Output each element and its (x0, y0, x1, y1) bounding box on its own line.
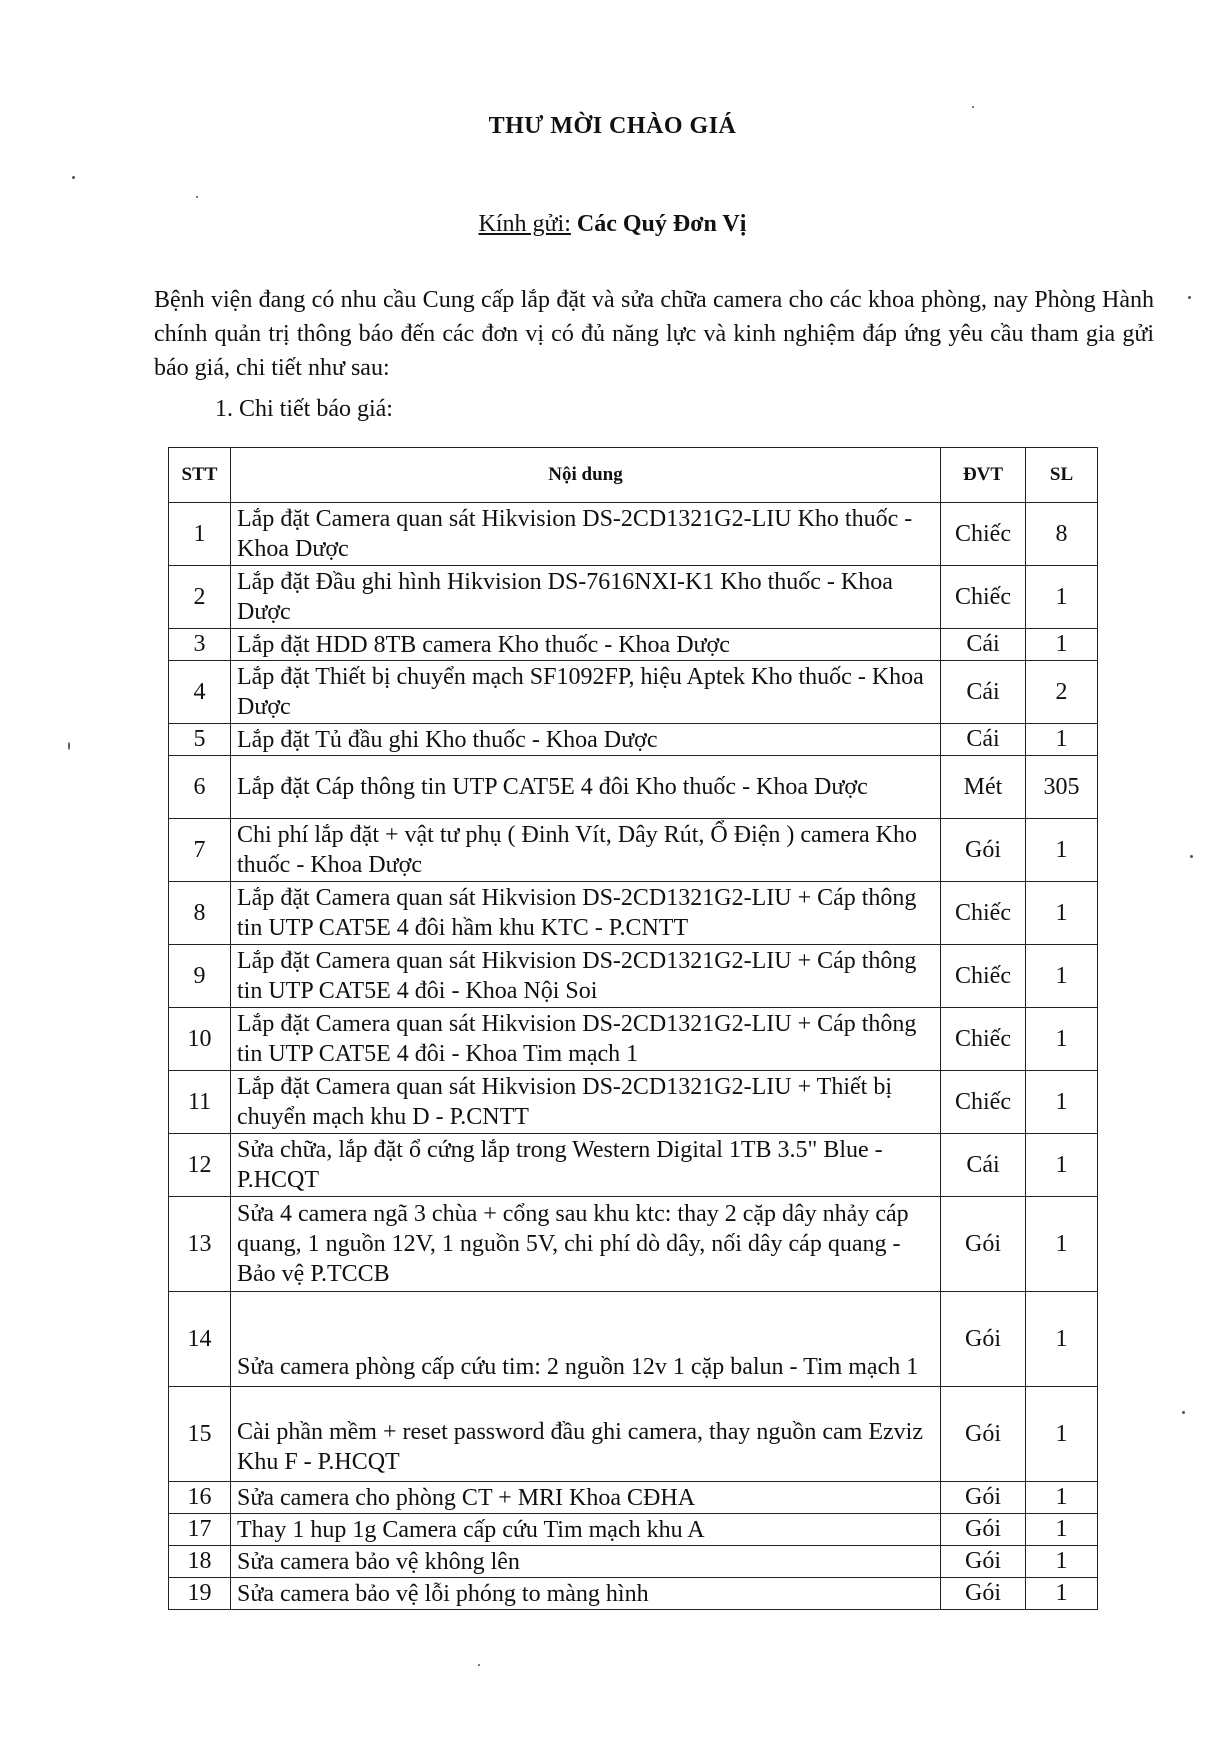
table-header-row (169, 448, 1098, 503)
table-row (169, 1546, 1098, 1578)
cell-stt: 2 (169, 566, 231, 629)
cell-qty: 1 (1026, 1578, 1098, 1610)
cell-qty: 1 (1026, 882, 1098, 945)
cell-content: Lắp đặt Tủ đầu ghi Kho thuốc - Khoa Dược (231, 724, 941, 756)
cell-qty: 1 (1026, 819, 1098, 882)
cell-qty: 1 (1026, 1071, 1098, 1134)
cell-content: Lắp đặt Đầu ghi hình Hikvision DS-7616NXI-K1 Kho thuốc - Khoa Dược (231, 566, 941, 629)
cell-qty: 1 (1026, 1292, 1098, 1387)
cell-stt: 7 (169, 819, 231, 882)
cell-stt: 8 (169, 882, 231, 945)
scan-speck (68, 742, 70, 750)
cell-content: Cài phần mềm + reset password đầu ghi camera, thay nguồn cam Ezviz Khu F - P.HCQT (231, 1387, 941, 1482)
table-row (169, 724, 1098, 756)
cell-content: Lắp đặt Camera quan sát Hikvision DS-2CD1321G2-LIU + Cáp thông tin UTP CAT5E 4 đôi - Khoa Nội Soi (231, 945, 941, 1008)
table-row (169, 1071, 1098, 1134)
cell-content: Sửa chữa, lắp đặt ổ cứng lắp trong Western Digital 1TB 3.5" Blue - P.HCQT (231, 1134, 941, 1197)
table-row (169, 1578, 1098, 1610)
greeting-label: Kính gửi: (478, 211, 571, 237)
table-row (169, 1514, 1098, 1546)
header-content: Nội dung (231, 448, 941, 503)
cell-unit: Mét (941, 756, 1026, 819)
cell-stt: 9 (169, 945, 231, 1008)
cell-stt: 11 (169, 1071, 231, 1134)
cell-unit: Cái (941, 724, 1026, 756)
section-heading: 1. Chi tiết báo giá: (215, 396, 393, 422)
table-row (169, 1387, 1098, 1482)
scan-speck (72, 176, 75, 179)
cell-stt: 13 (169, 1197, 231, 1292)
scan-speck (1190, 855, 1193, 858)
cell-qty: 1 (1026, 566, 1098, 629)
cell-content: Lắp đặt Camera quan sát Hikvision DS-2CD1321G2-LIU + Thiết bị chuyển mạch khu D - P.CNTT (231, 1071, 941, 1134)
cell-unit: Gói (941, 1578, 1026, 1610)
table-row (169, 503, 1098, 566)
cell-unit: Gói (941, 1387, 1026, 1482)
table-row (169, 1008, 1098, 1071)
cell-unit: Chiếc (941, 566, 1026, 629)
cell-content: Chi phí lắp đặt + vật tư phụ ( Đinh Vít, Dây Rút, Ổ Điện ) camera Kho thuốc - Khoa Dược (231, 819, 941, 882)
cell-stt: 4 (169, 661, 231, 724)
cell-stt: 15 (169, 1387, 231, 1482)
cell-content: Sửa camera phòng cấp cứu tim: 2 nguồn 12v 1 cặp balun - Tim mạch 1 (231, 1292, 941, 1387)
document-title: THƯ MỜI CHÀO GIÁ (488, 113, 737, 139)
cell-qty: 1 (1026, 1008, 1098, 1071)
scan-speck (196, 196, 198, 198)
cell-unit: Gói (941, 1292, 1026, 1387)
table-row (169, 1134, 1098, 1197)
cell-qty: 1 (1026, 1482, 1098, 1514)
cell-stt: 10 (169, 1008, 231, 1071)
cell-unit: Cái (941, 1134, 1026, 1197)
table-row (169, 882, 1098, 945)
cell-unit: Gói (941, 1482, 1026, 1514)
header-stt: STT (169, 448, 231, 503)
cell-stt: 16 (169, 1482, 231, 1514)
cell-content: Sửa camera bảo vệ lỗi phóng to màng hình (231, 1578, 941, 1610)
cell-content: Lắp đặt Camera quan sát Hikvision DS-2CD1321G2-LIU + Cáp thông tin UTP CAT5E 4 đôi - Khoa Tim mạch 1 (231, 1008, 941, 1071)
header-unit: ĐVT (941, 448, 1026, 503)
table-row (169, 1197, 1098, 1292)
cell-stt: 3 (169, 629, 231, 661)
cell-qty: 1 (1026, 1546, 1098, 1578)
cell-qty: 1 (1026, 724, 1098, 756)
table-row (169, 819, 1098, 882)
cell-stt: 19 (169, 1578, 231, 1610)
cell-unit: Gói (941, 1197, 1026, 1292)
cell-stt: 14 (169, 1292, 231, 1387)
table-row (169, 945, 1098, 1008)
table-row (169, 629, 1098, 661)
scan-speck (972, 106, 974, 108)
scan-speck (478, 1664, 480, 1666)
cell-unit: Gói (941, 1514, 1026, 1546)
cell-unit: Cái (941, 661, 1026, 724)
cell-unit: Chiếc (941, 882, 1026, 945)
cell-stt: 6 (169, 756, 231, 819)
cell-unit: Chiếc (941, 503, 1026, 566)
cell-unit: Chiếc (941, 1071, 1026, 1134)
cell-unit: Gói (941, 1546, 1026, 1578)
header-qty: SL (1026, 448, 1098, 503)
quote-table (168, 447, 1098, 1610)
scan-speck (1188, 296, 1191, 299)
cell-content: Lắp đặt Camera quan sát Hikvision DS-2CD1321G2-LIU + Cáp thông tin UTP CAT5E 4 đôi hầm khu KTC - P.CNTT (231, 882, 941, 945)
cell-unit: Chiếc (941, 945, 1026, 1008)
cell-qty: 1 (1026, 1134, 1098, 1197)
table-row (169, 756, 1098, 819)
intro-paragraph: Bệnh viện đang có nhu cầu Cung cấp lắp đặt và sửa chữa camera cho các khoa phòng, nay Phòng Hành chính quản trị thông báo đến các đơn vị có đủ năng lực và kinh nghiệm đáp ứng yêu cầu tham gia gửi báo giá, chi tiết như sau: (154, 287, 1154, 381)
cell-content: Lắp đặt Cáp thông tin UTP CAT5E 4 đôi Kho thuốc - Khoa Dược (231, 756, 941, 819)
cell-stt: 17 (169, 1514, 231, 1546)
cell-content: Sửa 4 camera ngã 3 chùa + cổng sau khu ktc: thay 2 cặp dây nhảy cáp quang, 1 nguồn 12V, 1 nguồn 5V, chi phí dò dây, nối dây cáp quang - Bảo vệ P.TCCB (231, 1197, 941, 1292)
cell-qty: 2 (1026, 661, 1098, 724)
cell-content: Sửa camera cho phòng CT + MRI Khoa CĐHA (231, 1482, 941, 1514)
cell-stt: 5 (169, 724, 231, 756)
table-row (169, 566, 1098, 629)
cell-qty: 1 (1026, 945, 1098, 1008)
cell-unit: Gói (941, 819, 1026, 882)
cell-content: Lắp đặt HDD 8TB camera Kho thuốc - Khoa Dược (231, 629, 941, 661)
cell-qty: 1 (1026, 1514, 1098, 1546)
cell-stt: 12 (169, 1134, 231, 1197)
cell-qty: 8 (1026, 503, 1098, 566)
table-row (169, 1482, 1098, 1514)
cell-unit: Chiếc (941, 1008, 1026, 1071)
cell-qty: 1 (1026, 1387, 1098, 1482)
greeting-line (0, 211, 1225, 238)
cell-stt: 1 (169, 503, 231, 566)
greeting-recipient: Các Quý Đơn Vị (576, 211, 747, 237)
cell-content: Lắp đặt Thiết bị chuyển mạch SF1092FP, hiệu Aptek Kho thuốc - Khoa Dược (231, 661, 941, 724)
table-row (169, 661, 1098, 724)
cell-stt: 18 (169, 1546, 231, 1578)
cell-content: Lắp đặt Camera quan sát Hikvision DS-2CD1321G2-LIU Kho thuốc - Khoa Dược (231, 503, 941, 566)
cell-content: Thay 1 hup 1g Camera cấp cứu Tim mạch khu A (231, 1514, 941, 1546)
cell-qty: 1 (1026, 1197, 1098, 1292)
cell-unit: Cái (941, 629, 1026, 661)
scan-speck (1182, 1411, 1185, 1414)
table-row (169, 1292, 1098, 1387)
cell-qty: 305 (1026, 756, 1098, 819)
cell-qty: 1 (1026, 629, 1098, 661)
cell-content: Sửa camera bảo vệ không lên (231, 1546, 941, 1578)
